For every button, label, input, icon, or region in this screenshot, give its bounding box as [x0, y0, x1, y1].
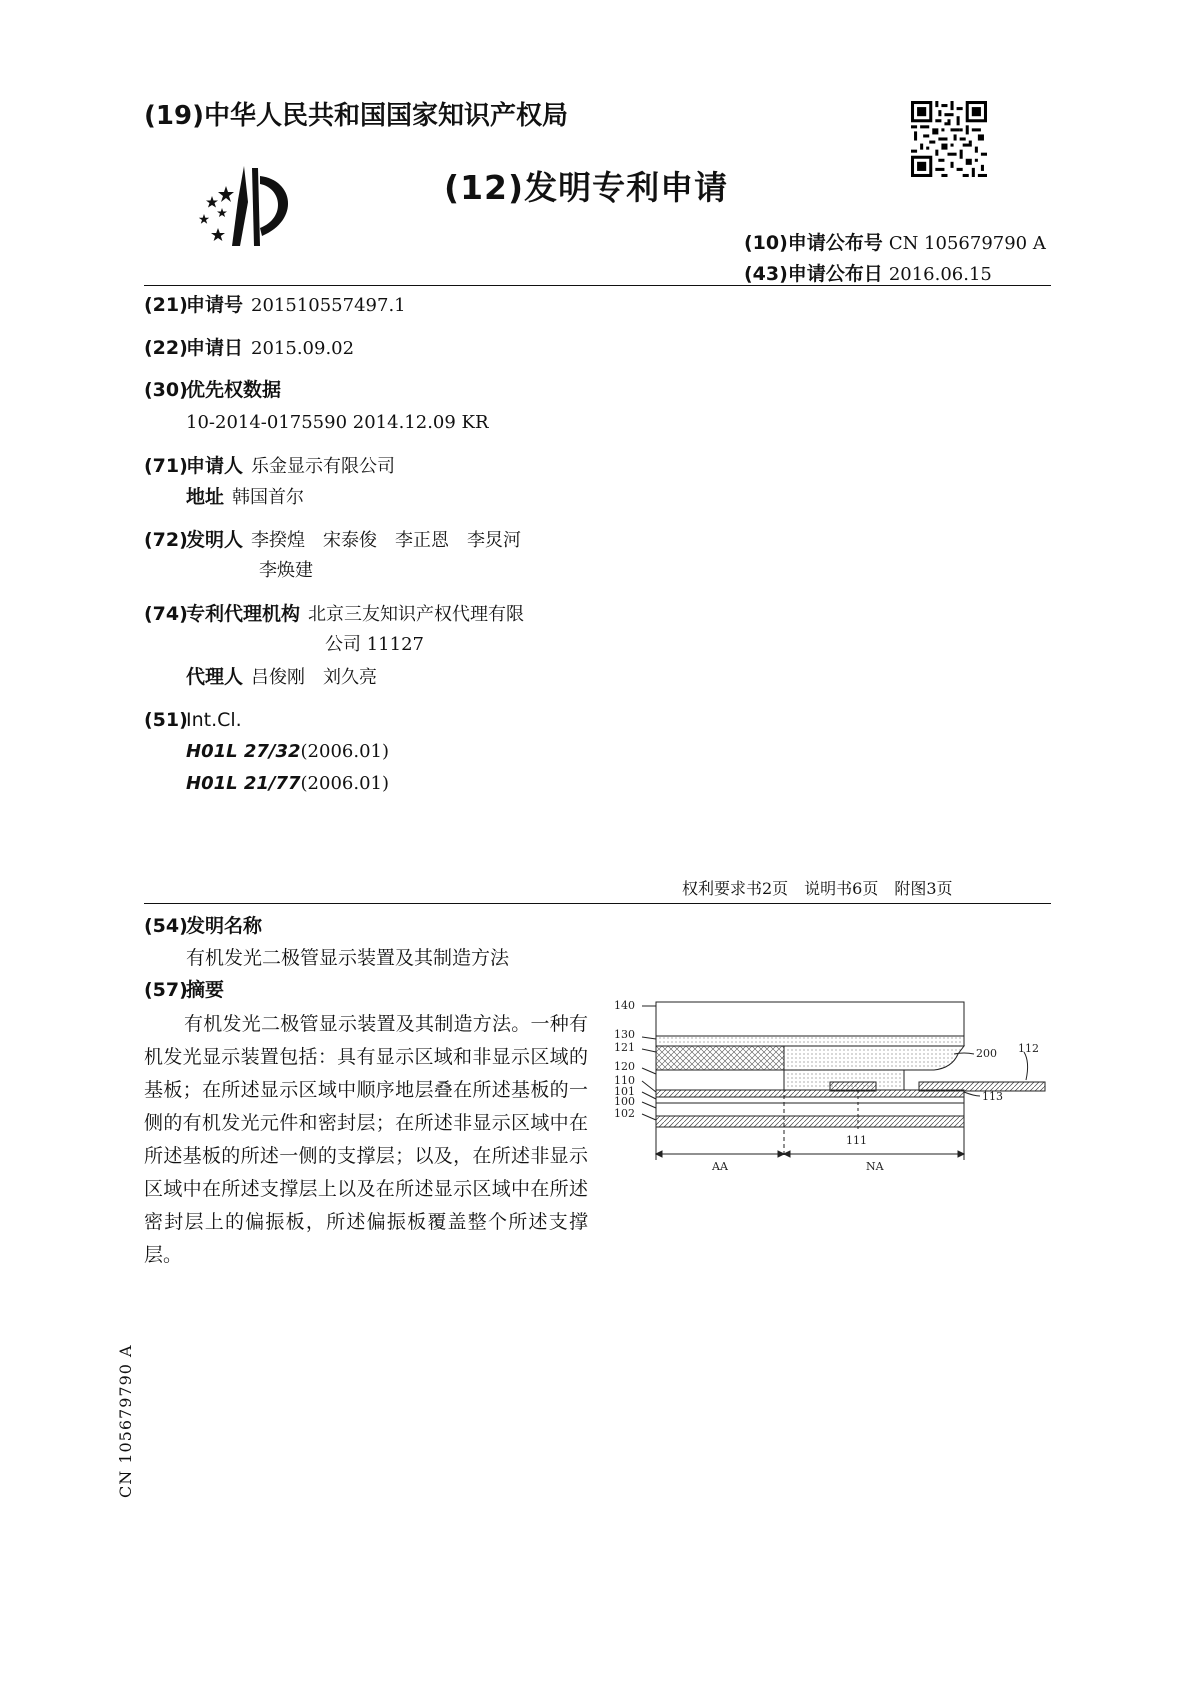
priority-data: 10-2014-0175590 2014.12.09 KR [186, 412, 489, 433]
label-200: 200 [976, 1047, 997, 1060]
label-121: 121 [614, 1041, 635, 1054]
applicant-field [144, 451, 395, 482]
field-code: (57) [144, 979, 188, 1001]
agency-line-2: 公司 11127 [325, 634, 424, 655]
cnipa-logo [196, 162, 306, 256]
header-divider [144, 285, 1051, 286]
filing-date-field [144, 333, 354, 364]
side-publication-number-wrap [116, 1344, 276, 1517]
label-130: 130 [614, 1028, 635, 1041]
field-label: 代理人 [186, 666, 244, 688]
inventors-field [144, 525, 521, 556]
priority-field [144, 375, 281, 405]
cross-section-figure [614, 992, 1054, 1196]
field-code: (22) [144, 337, 188, 359]
field-label: 专利代理机构 [186, 603, 301, 625]
label-na: NA [866, 1160, 884, 1173]
application-number-field [144, 290, 406, 321]
agency-field [144, 599, 524, 630]
publication-date: 2016.06.15 [888, 264, 992, 285]
publication-date-row [744, 259, 992, 286]
page-counts: 权利要求书2页 说明书6页 附图3页 [682, 879, 953, 898]
ipc-entry [186, 769, 389, 799]
field-code: (21) [144, 294, 188, 316]
inventors-line-1: 李揆煌 宋泰俊 李正恩 李炅河 [251, 530, 522, 551]
abstract-divider [144, 903, 1051, 904]
invention-title: 有机发光二极管显示装置及其制造方法 [186, 947, 510, 969]
field-label: 申请人 [186, 455, 244, 477]
publication-number-label: (10)申请公布号 [744, 232, 883, 254]
field-code: (74) [144, 603, 188, 625]
field-code: (72) [144, 529, 188, 551]
field-code: (51) [144, 709, 188, 731]
ipc-class: H01L 21/77 [186, 773, 301, 794]
agent-names: 吕俊刚 刘久亮 [251, 667, 378, 688]
field-code: (71) [144, 455, 188, 477]
label-aa: AA [712, 1160, 728, 1173]
label-112: 112 [1018, 1042, 1039, 1055]
label-140: 140 [614, 999, 635, 1012]
ipc-entry [186, 737, 389, 767]
ipc-version: (2006.01) [300, 741, 390, 762]
document-type: (12)发明专利申请 [444, 168, 729, 207]
label-111: 111 [846, 1134, 867, 1147]
label-113: 113 [982, 1090, 1003, 1103]
field-label: 地址 [186, 486, 225, 508]
filing-date: 2015.09.02 [251, 338, 355, 359]
label-101: 101 [614, 1085, 635, 1098]
label-100: 100 [614, 1095, 635, 1108]
field-code: (30) [144, 379, 188, 401]
agency-line-1: 北京三友知识产权代理有限 [308, 604, 525, 625]
field-label: 申请号 [186, 294, 244, 316]
inventors-line-2: 李焕建 [259, 560, 313, 581]
label-120: 120 [614, 1060, 635, 1073]
field-label: 申请日 [186, 337, 244, 359]
field-label: 发明人 [186, 529, 244, 551]
publication-date-label: (43)申请公布日 [744, 263, 883, 285]
office-name: (19)中华人民共和国国家知识产权局 [144, 101, 568, 131]
field-label: 摘要 [186, 979, 225, 1001]
invention-title-heading [144, 911, 262, 941]
abstract-text: 有机发光二极管显示装置及其制造方法。一种有机发光显示装置包括：具有显示区域和非显示区域的基板；在所述显示区域中顺序地层叠在所述基板的一侧的有机发光元件和密封层；在所述非显示区域中在所述基板的所述一侧的支撑层；以及，在所述非显示区域中在所述支撑层上以及在所述显示区域中在所述密封层上的偏振板，所述偏振板覆盖整个所述支撑层。 [144, 1013, 588, 1266]
abstract-heading [144, 975, 224, 1005]
field-label: Int.Cl. [186, 709, 242, 731]
ipc-field [144, 705, 242, 735]
label-102: 102 [614, 1107, 635, 1120]
publication-number-row [744, 228, 1046, 255]
address-value: 韩国首尔 [232, 487, 305, 508]
field-label: 发明名称 [186, 915, 263, 937]
address-field [186, 482, 304, 513]
agent-field [186, 662, 377, 693]
applicant-name: 乐金显示有限公司 [251, 456, 396, 477]
field-label: 优先权数据 [186, 379, 282, 401]
ipc-version: (2006.01) [300, 773, 390, 794]
side-publication-number: CN 105679790 A [116, 1344, 135, 1498]
ipc-class: H01L 27/32 [186, 741, 301, 762]
label-110: 110 [614, 1074, 635, 1087]
publication-number: CN 105679790 A [888, 233, 1046, 254]
qr-code [911, 101, 987, 181]
field-code: (54) [144, 915, 188, 937]
application-number: 201510557497.1 [251, 295, 406, 316]
